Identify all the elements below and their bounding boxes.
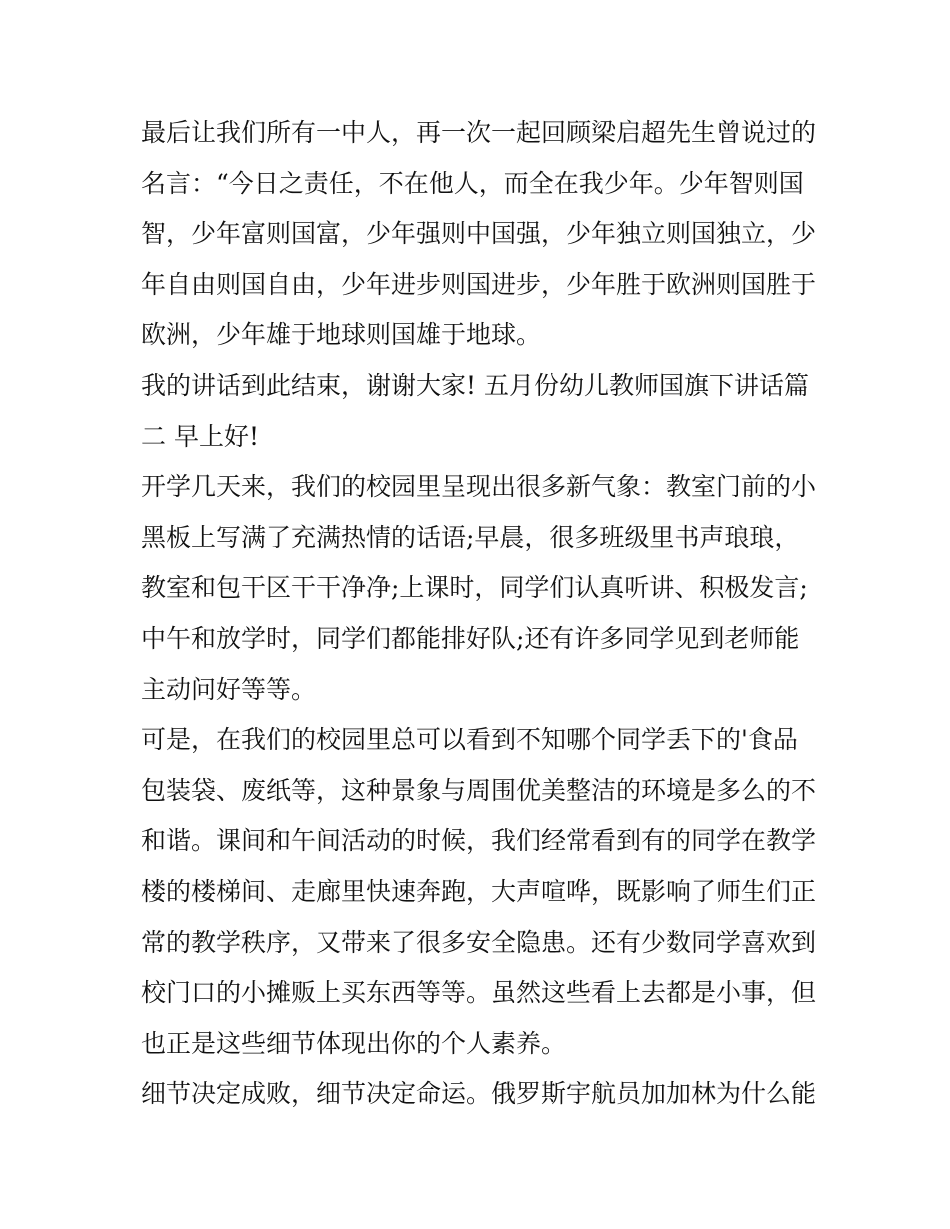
text-line: 教室和包干区干干净净;上课时，同学们认真听讲、积极发言; bbox=[141, 573, 808, 603]
text-line: 开学几天来，我们的校园里呈现出很多新气象：教室门前的小 bbox=[141, 472, 817, 502]
text-line: 黑板上写满了充满热情的话语;早晨，很多班级里书声琅琅， bbox=[141, 522, 800, 552]
text-line: 常的教学秩序，又带来了很多安全隐患。还有少数同学喜欢到 bbox=[141, 927, 817, 957]
text-line: 包装袋、废纸等，这种景象与周围优美整洁的环境是多么的不 bbox=[141, 775, 817, 805]
text-line: 细节决定成败，细节决定命运。俄罗斯宇航员加加林为什么能 bbox=[141, 1079, 817, 1109]
text-line: 欧洲，少年雄于地球则国雄于地球。 bbox=[141, 320, 542, 350]
text-line: 最后让我们所有一中人，再一次一起回顾梁启超先生曾说过的 bbox=[141, 118, 817, 147]
text-line: 楼的楼梯间、走廊里快速奔跑，大声喧哗，既影响了师生们正 bbox=[141, 876, 817, 906]
text-line: 年自由则国自由，少年进步则国进步，少年胜于欧洲则国胜于 bbox=[141, 269, 817, 299]
text-line: 我的讲话到此结束，谢谢大家! 五月份幼儿教师国旗下讲话篇 bbox=[141, 370, 809, 400]
text-line: 可是，在我们的校园里总可以看到不知哪个同学丢下的'食品 bbox=[141, 725, 798, 755]
text-line: 校门口的小摊贩上买东西等等。虽然这些看上去都是小事，但 bbox=[141, 978, 817, 1008]
document-body bbox=[141, 108, 821, 1120]
text-line: 主动问好等等。 bbox=[141, 674, 317, 704]
text-line: 和谐。课间和午间活动的时候，我们经常看到有的同学在教学 bbox=[141, 826, 817, 856]
text-line: 也正是这些细节体现出你的个人素养。 bbox=[141, 1028, 567, 1058]
text-line: 名言：“今日之责任，不在他人，而全在我少年。少年智则国 bbox=[141, 168, 804, 198]
text-line: 中午和放学时，同学们都能排好队;还有许多同学见到老师能 bbox=[141, 623, 800, 653]
text-line: 二 早上好! bbox=[141, 421, 259, 451]
text-line: 智，少年富则国富，少年强则中国强，少年独立则国独立，少 bbox=[141, 219, 817, 249]
